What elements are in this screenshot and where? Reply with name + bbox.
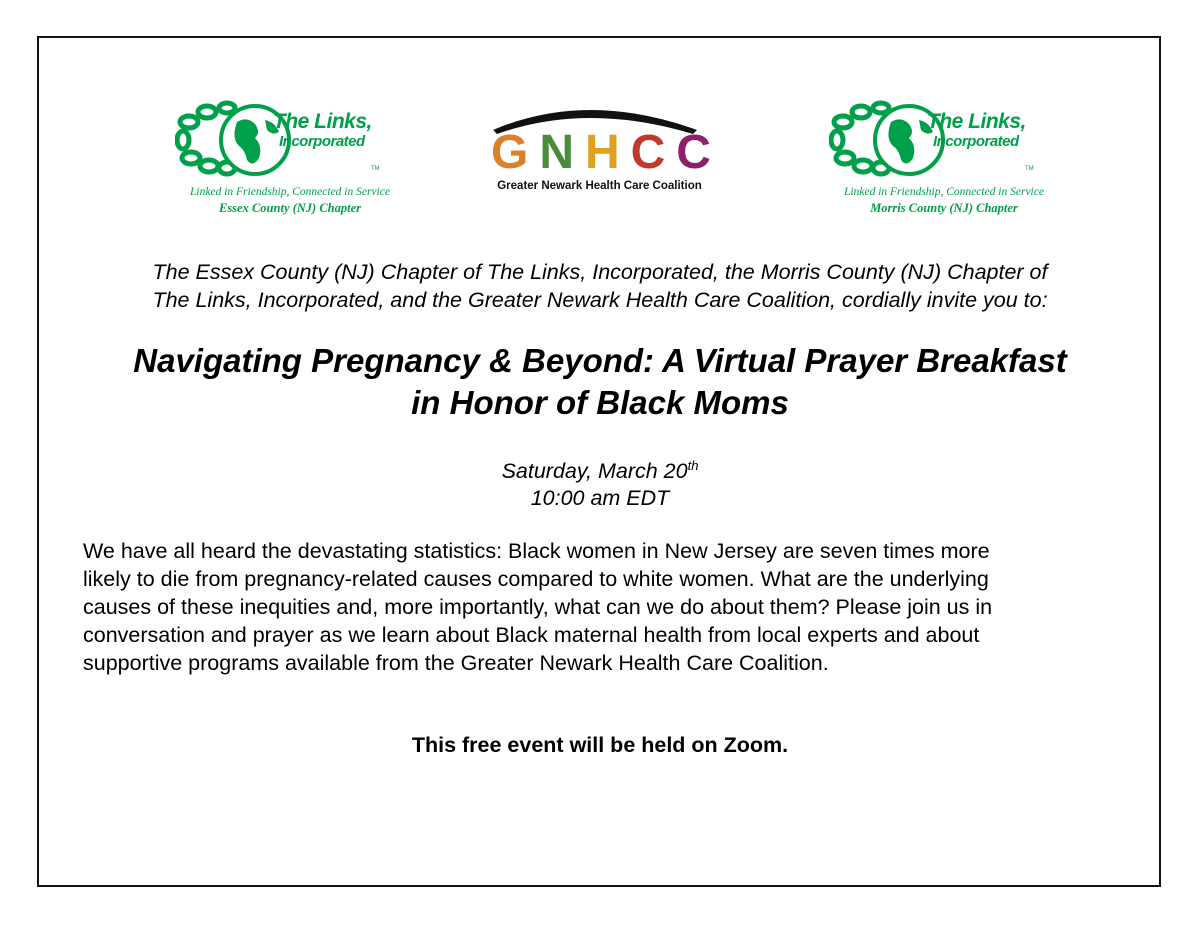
links-name: [273, 112, 372, 152]
event-time: 10:00 am EDT: [530, 486, 670, 511]
gnhcc-letter: H: [584, 126, 620, 179]
event-title-line: Navigating Pregnancy & Beyond: A Virtual Prayer Breakfast: [133, 342, 1067, 379]
links-chapter-name: Morris County (NJ) Chapter: [870, 201, 1018, 215]
gnhcc-letter: C: [676, 126, 711, 179]
links-chapter-name: Essex County (NJ) Chapter: [218, 201, 362, 215]
event-title-line: in Honor of Black Moms: [411, 384, 789, 421]
event-description: [83, 537, 1123, 677]
gnhcc-logo: [487, 96, 712, 198]
trademark-mark: TM: [1025, 166, 1034, 172]
description-line: conversation and prayer as we learn about Black maternal health from local experts and about: [83, 623, 980, 647]
links-tagline: Linked in Friendship, Connected in Service: [190, 186, 390, 198]
event-date-text: Saturday, March 20: [501, 459, 688, 484]
description-line: causes of these inequities and, more importantly, what can we do about them? Please join us in: [83, 595, 993, 619]
trademark-mark: TM: [371, 166, 380, 172]
links-morris-logo: [829, 98, 1059, 228]
invitation-text: [40, 258, 1160, 314]
description-line: likely to die from pregnancy-related causes compared to white women. What are the underlying: [83, 567, 989, 591]
event-title: [40, 340, 1160, 424]
event-date: [300, 452, 900, 485]
links-essex-logo: [175, 98, 405, 228]
links-tagline: Linked in Friendship, Connected in Service: [844, 186, 1044, 198]
event-datetime: [300, 452, 900, 512]
invitation-line: The Links, Incorporated, and the Greater Newark Health Care Coalition, cordially invite you to:: [152, 288, 1048, 312]
links-name-line2: Incorporated: [279, 133, 365, 150]
invitation-line: The Essex County (NJ) Chapter of The Links, Incorporated, the Morris County (NJ) Chapter of: [152, 260, 1048, 284]
gnhcc-letter: G: [491, 126, 529, 179]
links-name-line1: The Links,: [927, 110, 1026, 133]
gnhcc-letters: [491, 128, 711, 178]
description-line: supportive programs available from the Greater Newark Health Care Coalition.: [83, 651, 829, 675]
description-line: We have all heard the devastating statistics: Black women in New Jersey are seven times more: [83, 539, 990, 563]
gnhcc-letter: C: [630, 126, 666, 179]
links-name-line2: Incorporated: [933, 133, 1019, 150]
gnhcc-subtitle: Greater Newark Health Care Coalition: [497, 180, 702, 192]
links-name: [927, 112, 1026, 152]
links-name-line1: The Links,: [273, 110, 372, 133]
zoom-note: This free event will be held on Zoom.: [411, 733, 789, 757]
date-ordinal-suffix: th: [687, 458, 699, 473]
gnhcc-letter: N: [539, 126, 574, 179]
